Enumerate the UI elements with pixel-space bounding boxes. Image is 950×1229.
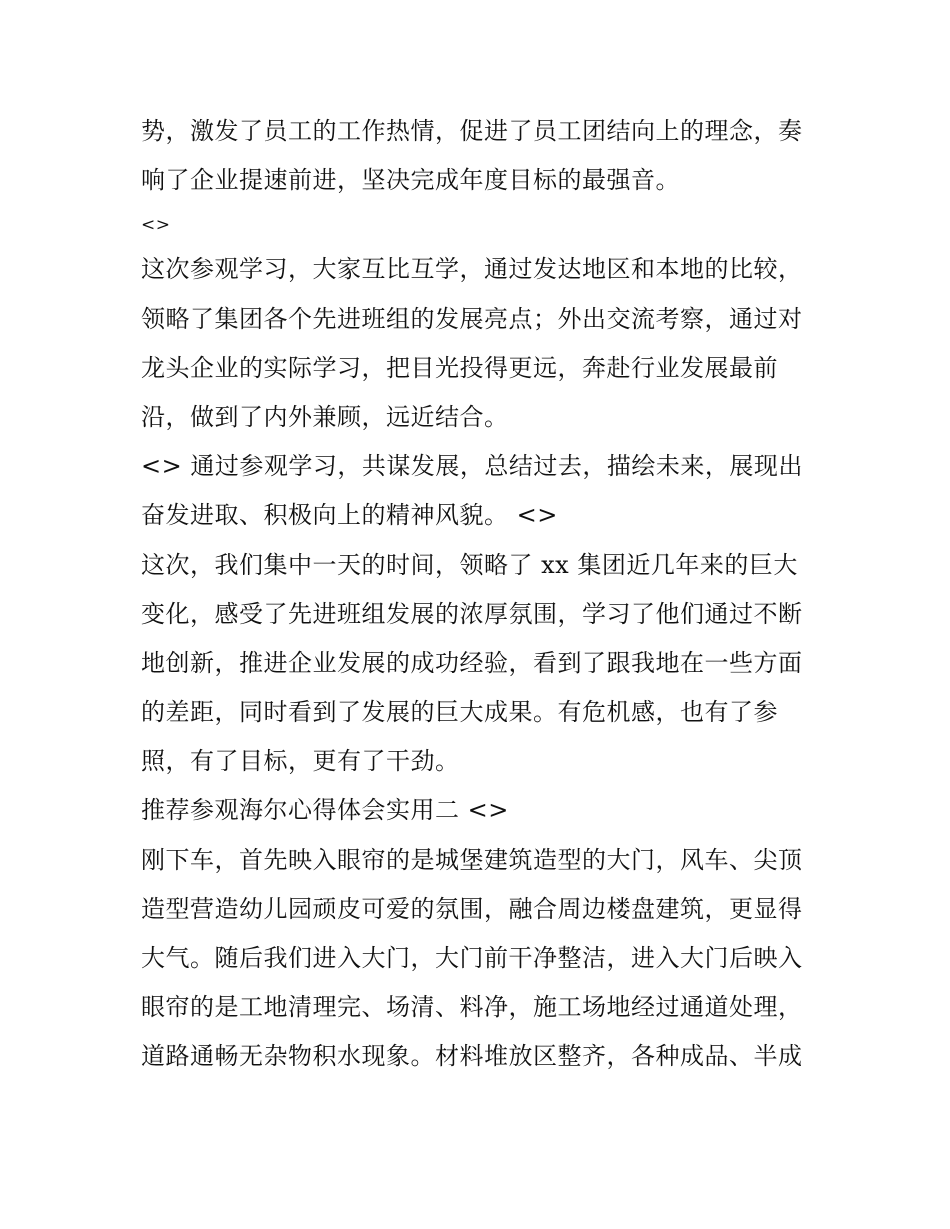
text-line: 这次参观学习，大家互比互学，通过发达地区和本地的比较， xyxy=(141,255,803,284)
text-line: 大气。随后我们进入大门，大门前干净整洁，进入大门后映入 xyxy=(141,944,803,972)
text-line: 领略了集团各个先进班组的发展亮点；外出交流考察，通过对 xyxy=(141,304,803,333)
text-line: 道路通畅无杂物积水现象。材料堆放区整齐，各种成品、半成 xyxy=(141,1042,803,1071)
body-text xyxy=(141,107,821,1082)
text-line: <> 通过参观学习，共谋发展，总结过去，描绘未来，展现出 xyxy=(141,452,803,481)
text-line: 龙头企业的实际学习，把目光投得更远，奔赴行业发展最前 xyxy=(141,353,778,382)
text-line: 眼帘的是工地清理完、场清、料净，施工场地经过通道处理， xyxy=(141,993,803,1022)
text-line: 地创新，推进企业发展的成功经验，看到了跟我地在一些方面 xyxy=(141,648,803,677)
text-line: <> xyxy=(141,215,171,236)
text-line: 照，有了目标，更有了干劲。 xyxy=(141,747,460,776)
text-line: 势，激发了员工的工作热情，促进了员工团结向上的理念，奏 xyxy=(141,117,803,145)
section-heading: 推荐参观海尔心得体会实用二 <> xyxy=(141,796,509,825)
text-line: 这次，我们集中一天的时间，领略了 xx 集团近几年来的巨大 xyxy=(141,550,798,579)
text-line: 刚下车，首先映入眼帘的是城堡建筑造型的大门，风车、尖顶 xyxy=(141,845,803,874)
text-line: 响了企业提速前进，坚决完成年度目标的最强音。 xyxy=(141,166,680,195)
text-line: 的差距，同时看到了发展的巨大成果。有危机感，也有了参 xyxy=(141,698,778,727)
text-line: 沿，做到了内外兼顾，远近结合。 xyxy=(141,402,509,431)
text-line: 变化，感受了先进班组发展的浓厚氛围，学习了他们通过不断 xyxy=(141,599,803,628)
text-line: 造型营造幼儿园顽皮可爱的氛围，融合周边楼盘建筑，更显得 xyxy=(141,894,803,923)
text-line: 奋发进取、积极向上的精神风貌。 <> xyxy=(141,501,558,530)
